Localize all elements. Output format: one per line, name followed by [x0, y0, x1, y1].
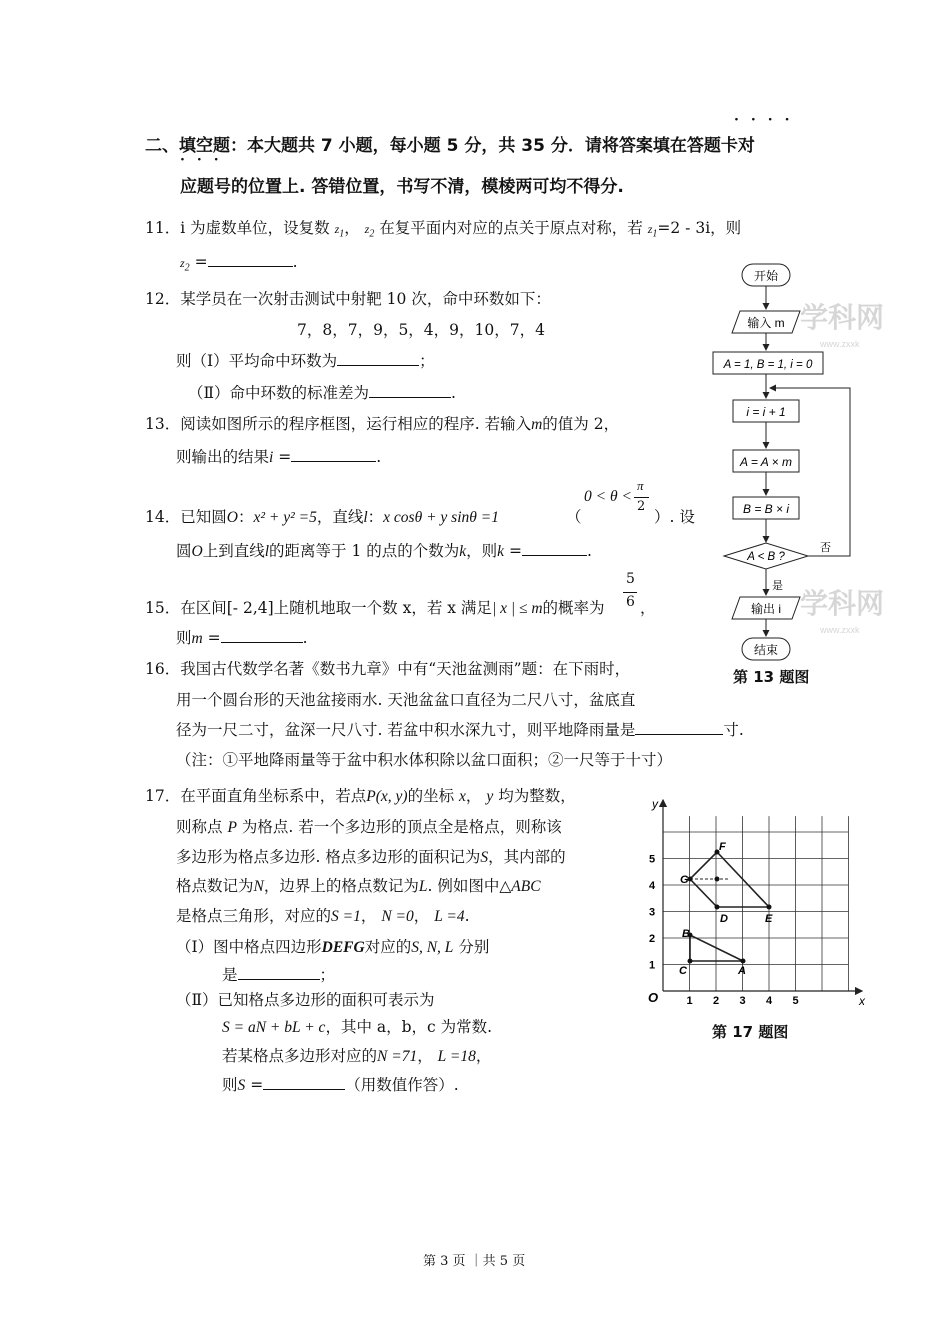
y-tick-label: 2	[649, 933, 656, 945]
q16-text-3: 径为一尺二寸，盆深一尺八寸. 若盆中积水深九寸，则平地降雨量是	[176, 721, 636, 739]
q11-text-a: i 为虚数单位，设复数	[180, 219, 330, 237]
q17-l3b: ，其内部的	[488, 848, 566, 866]
q17-p2-end: （用数值作答）.	[345, 1076, 459, 1094]
q14-number: 14．	[145, 508, 181, 526]
q14-line2	[176, 539, 592, 561]
q17-part2-answer	[222, 1073, 459, 1095]
q15-end: .	[302, 629, 308, 647]
q17-l1b: 的坐标	[407, 787, 455, 805]
q15-number: 15．	[145, 599, 181, 617]
point-C	[688, 959, 693, 964]
y-tick-label: 4	[649, 880, 656, 892]
emphasis-dots-1: ····	[734, 112, 802, 128]
q17-p1c: 分别	[458, 938, 490, 956]
point-E	[767, 905, 772, 910]
q17-point: P(x, y)	[366, 788, 408, 805]
q17-p2d: 则	[222, 1076, 238, 1094]
page-footer: 第 3 页 ｜共 5 页	[423, 1254, 526, 1269]
q13-text-b: 的值为 2，	[542, 415, 620, 433]
q12-part2-end: .	[451, 384, 456, 402]
x-axis-label: x	[859, 994, 865, 1008]
q17-p1-end: ；	[319, 966, 336, 984]
q17-p1a: （Ⅰ）图中格点四边形	[176, 938, 322, 956]
flow-start-label: 开始	[753, 269, 779, 283]
q13-line1	[145, 412, 619, 434]
q11-text-b: 在复平面内对应的点关于原点对称，若	[379, 219, 643, 237]
q15-line1	[145, 596, 605, 618]
q11-line2	[180, 252, 298, 273]
x-tick-label: 4	[766, 995, 773, 1007]
q11-text-c: ，则	[710, 219, 742, 237]
q11-eq: =2 - 3i	[657, 219, 711, 237]
q15-var-m: m	[191, 630, 203, 647]
flow-yes-label: 是	[772, 580, 783, 592]
q14-circle-eq: x² + y² =5	[253, 509, 317, 526]
q14-l2e: =	[509, 542, 522, 560]
q11-z2: $z_2$	[364, 222, 375, 240]
q17-n71: N =71	[377, 1048, 418, 1065]
q14-frac-bar	[634, 497, 649, 498]
point-interior	[715, 877, 720, 882]
q16-line2: 用一个圆台形的天池盆接雨水. 天池盆盆口直径为二尺八寸，盆底直	[176, 691, 636, 709]
q17-var-DEFG: DEFG	[321, 939, 365, 956]
q16-line1	[145, 657, 630, 679]
flow-output-label: 输出 i	[750, 602, 782, 616]
q15-frac-bar	[623, 592, 637, 593]
q11-z1: $z_1$	[334, 222, 345, 240]
flow-step1-label: i = i + 1	[746, 405, 786, 419]
q17-l2b: 为格点. 若一个多边形的顶点全是格点，则称该	[241, 818, 562, 836]
q16-note: （注：①平地降雨量等于盆中积水体积除以盆口面积；②一尺等于十寸）	[176, 751, 673, 769]
q15-l2a: 则	[176, 629, 192, 647]
q15-abs: | x | ≤ m	[491, 600, 543, 617]
q17-number: 17．	[145, 787, 181, 805]
q14-cond: 0 < θ <	[584, 488, 632, 505]
q14-t1: 已知圆	[180, 508, 227, 526]
q13-number: 13．	[145, 415, 181, 433]
q11-number: 11．	[145, 219, 181, 237]
q12-part2-blank[interactable]	[369, 383, 451, 398]
q14-line1	[145, 505, 499, 527]
q14-var-l2: l	[264, 543, 270, 560]
q17-p2e: =	[250, 1076, 264, 1094]
flow-no-label: 否	[820, 542, 831, 554]
section-title-line1: 二、填空题：本大题共 7 小题，每小题 5 分，共 35 分．请将答案填在答题卡对	[145, 136, 755, 156]
q14-var-k2: k	[497, 543, 505, 560]
flowchart-figure	[700, 255, 885, 695]
q14-answer-blank[interactable]	[522, 541, 587, 556]
q11-end: .	[292, 253, 298, 271]
watermark-2: 学科网	[800, 588, 885, 619]
watermark-url-2: www.zxxk	[820, 625, 860, 635]
q17-var-snl: S, N, L	[411, 939, 454, 956]
q17-line3	[176, 845, 566, 867]
label-D: D	[720, 913, 728, 925]
flow-condition-label: A < B ?	[747, 551, 785, 563]
q16-answer-blank[interactable]	[635, 720, 723, 735]
q17-l4a: 格点数记为	[176, 877, 254, 895]
q14-end: .	[587, 542, 592, 560]
q17-l2a: 则称点	[176, 818, 223, 836]
x-tick-label: 1	[686, 995, 693, 1007]
q14-two: 2	[637, 499, 646, 514]
q17-part1-blank[interactable]	[238, 965, 320, 980]
emphasis-dots-2: ···	[180, 152, 231, 168]
q15-frac-num: 5	[626, 571, 635, 587]
q17-l4: L =4	[434, 908, 465, 925]
q12-part1-blank[interactable]	[337, 351, 419, 366]
q17-p2c: 若某格点多边形对应的	[222, 1047, 378, 1065]
q13-text-c: 则输出的结果	[176, 448, 270, 466]
label-E: E	[765, 913, 773, 925]
label-A: A	[738, 965, 746, 977]
label-B: B	[682, 928, 690, 940]
y-tick-label: 5	[649, 853, 656, 866]
watermark-url-1: www.zxxk	[820, 339, 860, 349]
q17-var-S: S	[480, 849, 489, 866]
flow-end-label: 结束	[753, 643, 779, 657]
flowchart-caption: 第 13 题图	[733, 668, 810, 686]
q17-line2	[176, 815, 562, 837]
q17-formula: S = aN + bL + c	[222, 1019, 326, 1036]
y-axis-label: y	[652, 797, 658, 811]
q16-number: 16．	[145, 660, 181, 678]
q12-part2	[188, 381, 456, 403]
q11-z2-answer: $z_2$	[180, 256, 190, 274]
flow-step3-label: B = B × i	[742, 502, 790, 516]
q14-var-l: l	[363, 509, 368, 526]
triangle-ABC	[690, 935, 743, 961]
q15-l2b: =	[207, 629, 221, 647]
q12-number: 12．	[145, 290, 181, 308]
q17-l18: L =18	[437, 1048, 476, 1065]
q15-t3: 的概率为	[542, 599, 605, 617]
q14-cond-open: （	[566, 508, 582, 526]
flow-step2-label: A = A × m	[739, 455, 793, 469]
q15-interval: [- 2,4]	[226, 599, 274, 617]
q17-n0: N =0	[381, 908, 414, 925]
y-tick-label: 1	[649, 959, 656, 972]
q17-var-L: L	[418, 878, 428, 895]
q17-p2b: ，其中 a，b，c 为常数.	[325, 1018, 493, 1036]
q14-line-eq: x cosθ + y sinθ =1	[383, 509, 499, 526]
q17-var-S2: S	[237, 1077, 246, 1094]
q13-answer-blank[interactable]	[291, 447, 376, 462]
q14-l2d: ，则	[466, 542, 498, 560]
q16-end: 寸.	[723, 721, 744, 739]
origin-label: O	[648, 990, 659, 1005]
q12-part1	[176, 349, 435, 371]
q17-line5: 是格点三角形，对应的S =1， N =0， L =4.	[176, 907, 470, 925]
q17-l4b: ，边界上的格点数记为	[263, 877, 419, 895]
watermark-1: 学科网	[800, 302, 885, 333]
label-G: G	[680, 874, 689, 886]
q17-s1: S =1	[331, 908, 361, 925]
q17-l1a: 在平面直角坐标系中，若点	[180, 787, 367, 805]
q11-answer-blank[interactable]	[208, 252, 293, 267]
q16-text-1: 我国古代数学名著《数书九章》中有“天池盆测雨”题：在下雨时，	[180, 660, 631, 678]
flow-init-label: A = 1, B = 1, i = 0	[723, 359, 813, 371]
section-title-line2: 应题号的位置上. 答错位置，书写不清，模棱两可均不得分.	[180, 177, 624, 197]
q17-var-ABC: ABC	[511, 878, 541, 895]
q13-end: .	[376, 448, 382, 466]
q13-eq: =	[278, 448, 292, 466]
y-tick-labels	[649, 854, 656, 972]
q14-var-O2: O	[191, 543, 203, 560]
label-F: F	[719, 841, 726, 853]
q12-text: 某学员在一次射击测试中射靶 10 次，命中环数如下：	[180, 290, 551, 308]
q14-pi: π	[637, 478, 644, 493]
q17-part1-answer	[222, 963, 335, 985]
q11-z1-eq: $z_1$	[647, 222, 658, 240]
q13-line2	[176, 445, 381, 467]
q12-part2-text: （Ⅱ）命中环数的标准差为	[188, 384, 370, 402]
q12-line1	[145, 287, 551, 309]
q17-l3a: 多边形为格点多边形. 格点多边形的面积记为	[176, 848, 481, 866]
y-tick-label: 3	[649, 906, 656, 919]
q14-t4: ：	[367, 508, 384, 526]
q15-line2	[176, 626, 308, 648]
q17-p1b: 对应的	[364, 938, 412, 956]
q17-l1d: 均为整数，	[498, 787, 576, 805]
q11-ans-label: =	[194, 253, 208, 271]
x-tick-label: 3	[739, 995, 746, 1007]
q12-part1-text: 则（Ⅰ）平均命中环数为	[176, 352, 338, 370]
flow-input-label: 输入 m	[747, 316, 785, 330]
q13-var-m: m	[531, 416, 543, 433]
q17-var-P: P	[227, 819, 237, 836]
x-tick-label: 2	[713, 995, 720, 1007]
q17-l1c: ，	[465, 787, 482, 805]
q14-l2a: 圆	[176, 542, 192, 560]
q17-part2-line3: 若某格点多边形对应的N =71， L =18，	[222, 1047, 492, 1065]
q14-t3: ，直线	[316, 508, 364, 526]
q13-var-i: i	[269, 449, 274, 466]
q14-l2b: 上到直线	[202, 542, 265, 560]
q11-line1: 11．i 为虚数单位，设复数 $z_1$， $z_2$ 在复平面内对应的点关于原点对称，若 $z_1=2 - 3i$，则	[145, 219, 742, 240]
q14-t2: ：	[237, 508, 254, 526]
x-tick-label: 5	[792, 995, 799, 1007]
q14-var-O: O	[226, 509, 238, 526]
q14-l2c: 的距离等于 1 的点的个数为	[269, 542, 460, 560]
q15-t2: 上随机地取一个数 x，若 x 满足	[273, 599, 492, 617]
grid-lines	[663, 816, 849, 991]
q15-answer-blank[interactable]	[221, 628, 303, 643]
q17-p1d: 是	[222, 966, 238, 984]
q12-data: 7，8，7，9，5，4，9，10，7，4	[297, 321, 545, 339]
q15-t4: ，	[640, 599, 656, 617]
q17-part1	[176, 935, 489, 957]
q17-line1: 17．在平面直角坐标系中，若点P(x, y)的坐标 x， y 均为整数，	[145, 787, 576, 805]
q15-t1: 在区间	[180, 599, 227, 617]
q16-line3	[176, 718, 744, 740]
point-A	[741, 959, 746, 964]
q15-frac-den: 6	[626, 594, 635, 610]
q17-part2-blank[interactable]	[263, 1075, 345, 1090]
lattice-figure	[638, 790, 868, 1015]
label-C: C	[679, 965, 687, 977]
q14-cond-close: ）. 设	[654, 508, 695, 526]
q12-part1-end: ；	[419, 352, 435, 370]
q14-var-k: k	[459, 543, 467, 560]
q17-l5a: 是格点三角形，对应的	[176, 907, 332, 925]
q17-formula-line	[222, 1015, 492, 1037]
q13-text-a: 阅读如图所示的程序框图，运行相应的程序. 若输入	[180, 415, 532, 433]
lattice-caption: 第 17 题图	[712, 1023, 789, 1041]
x-tick-labels	[687, 995, 799, 1007]
q17-var-N: N	[253, 878, 264, 895]
q17-l4c: . 例如图中△	[427, 877, 512, 895]
q17-part2: （Ⅱ）已知格点多边形的面积可表示为	[176, 991, 435, 1009]
q17-line4	[176, 874, 541, 896]
point-D	[715, 905, 720, 910]
